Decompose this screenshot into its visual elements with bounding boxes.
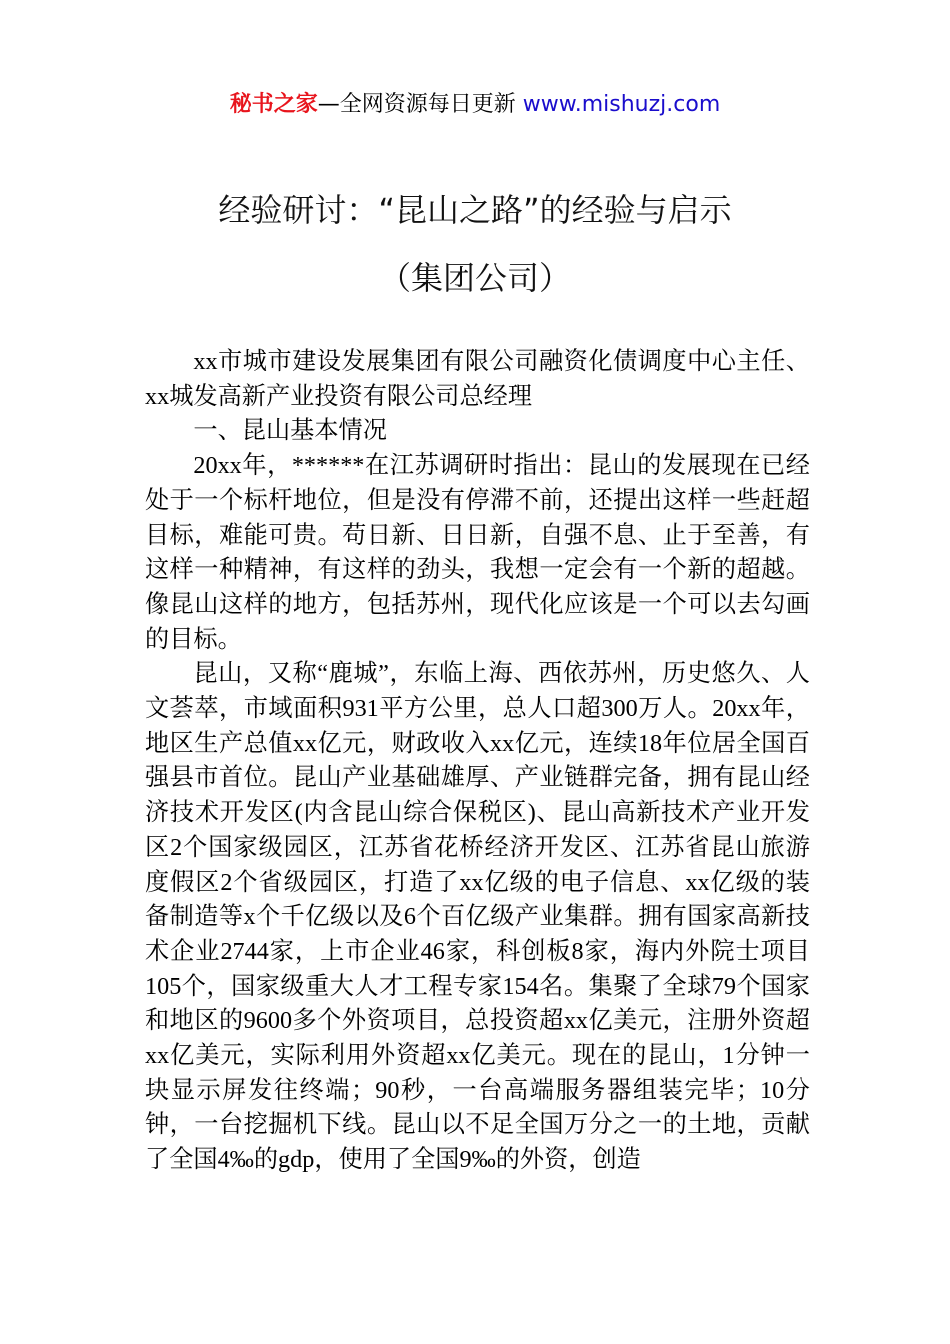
body-paragraph: 20xx年，******在江苏调研时指出：昆山的发展现在已经处于一个标杆地位，但是没有停滞不前，还提出这样一些赶超目标，难能可贵。苟日新、日日新，自强不息、止于至善，有这样一种精神，有这样的劲头，我想一定会有一个新的超越。像昆山这样的地方，包括苏州，现代化应该是一个可以去勾画的目标。 bbox=[145, 452, 810, 653]
document-title: 经验研讨：“昆山之路”的经验与启示 bbox=[218, 191, 732, 229]
section-heading: 一、昆山基本情况 bbox=[193, 417, 387, 445]
document-body bbox=[145, 345, 810, 1178]
brand-name: 秘书之家 bbox=[229, 92, 318, 117]
author-paragraph: xx市城市建设发展集团有限公司融资化债调度中心主任、xx城发高新产业投资有限公司总经理 bbox=[145, 348, 810, 410]
site-url-link[interactable]: www.mishuzj.com bbox=[522, 92, 721, 117]
site-tagline: —全网资源每日更新 bbox=[317, 92, 523, 117]
site-header bbox=[0, 88, 950, 122]
body-paragraph: 昆山，又称“鹿城”，东临上海、西依苏州，历史悠久、人文荟萃，市域面积931平方公里，总人口超300万人。20xx年，地区生产总值xx亿元，财政收入xx亿元，连续18年位居全国百强县市首位。昆山产业基础雄厚、产业链群完备，拥有昆山经济技术开发区(内含昆山综合保税区)、昆山高新技术产业开发区2个国家级园区，江苏省花桥经济开发区、江苏省昆山旅游度假区2个省级园区，打造了xx亿级的电子信息、xx亿级的装备制造等x个千亿级以及6个百亿级产业集群。拥有国家高新技术企业2744家，上市企业46家，科创板8家，海内外院士项目105个，国家级重大人才工程专家154名。集聚了全球79个国家和地区的9600多个外资项目，总投资超xx亿美元，注册外资超xx亿美元，实际利用外资超xx亿美元。现在的昆山，1分钟一块显示屏发往终端；90秒，一台高端服务器组装完毕；10分钟，一台挖掘机下线。昆山以不足全国万分之一的土地，贡献了全国4‰的gdp，使用了全国9‰的外资，创造 bbox=[145, 660, 810, 1174]
document-subtitle: （集团公司） bbox=[378, 259, 571, 297]
